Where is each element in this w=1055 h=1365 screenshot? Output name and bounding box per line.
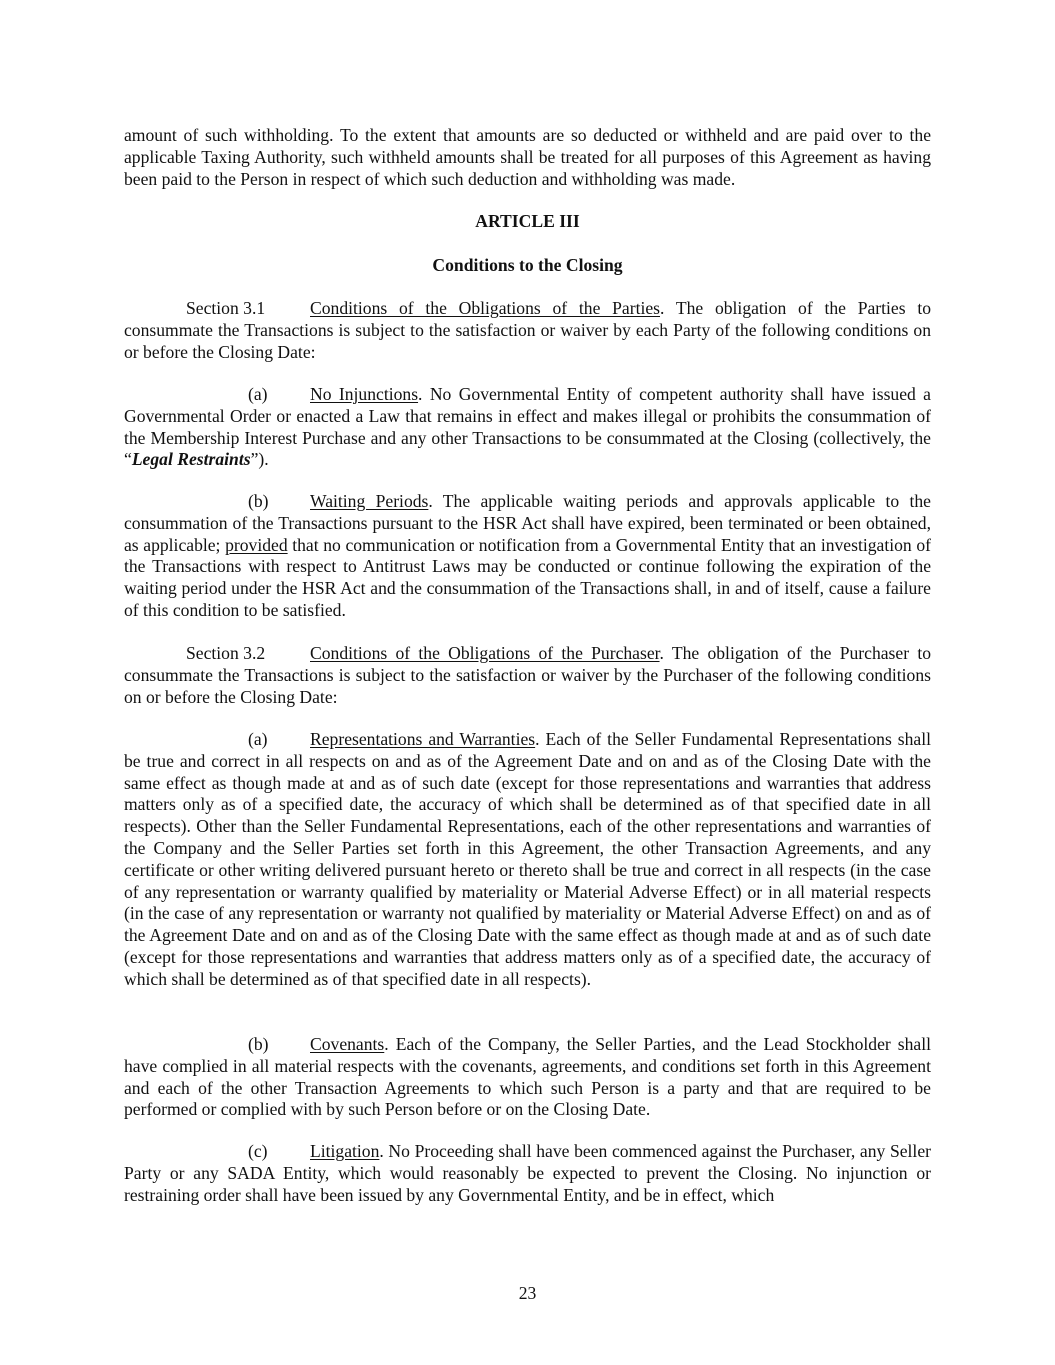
article-title-text: Conditions to the Closing bbox=[432, 255, 623, 275]
intro-paragraph bbox=[124, 125, 931, 190]
clause-number: (b) bbox=[248, 491, 269, 511]
section-3-1 bbox=[124, 298, 931, 363]
section-heading: Conditions of the Obligations of the Parties bbox=[310, 298, 661, 318]
clause-number: (c) bbox=[248, 1141, 268, 1161]
clause-number: (a) bbox=[248, 384, 268, 404]
clause-number: (b) bbox=[248, 1034, 269, 1054]
article-title bbox=[124, 255, 931, 277]
page-number: 23 bbox=[518, 1283, 537, 1303]
section-3-2 bbox=[124, 643, 931, 708]
clause-text: . Each of the Seller Fundamental Representations shall be true and correct in all respects on and as of the Agreement Date and on and as of the Closing Date with the same effect as though made at and as of such date (except for those representations and warranties that address matters only as of a specified date, the accuracy of which shall be determined as of that specified date in all respects). Other than the Seller Fundamental Representations, each of the other representations and warranties of the Company and the Seller Parties set forth in this Agreement, the other Transaction Agreements, and any certificate or other writing delivered pursuant hereto or thereto shall be true and correct in all respects (in the case of any representation or warranty qualified by materiality or Material Adverse Effect) or in all material respects (in the case of any representation or warranty not qualified by materiality or Material Adverse Effect) on and as of the Agreement Date and on and as of the Closing Date with the same effect as though made at and as of such date (except for those representations and warranties that address matters only as of a specified date, the accuracy of which shall be determined as of that specified date in all respects). bbox=[124, 729, 931, 989]
section-text: . The obligation of the Purchaser to consummate the Transactions is subject to the satisfaction or waiver by the Purchaser of the following conditions on or before the Closing Date: bbox=[124, 643, 932, 707]
section-3-2-a bbox=[124, 729, 931, 991]
clause-text: . Each of the Company, the Seller Parties, and the Lead Stockholder shall have complied in all material respects with the covenants, agreements, and conditions set forth in this Agreement and each of the other Transaction Agreements to which such Person is a party and that are required to be performed or complied with by such Person before or on the Closing Date. bbox=[124, 1034, 931, 1120]
clause-number: (a) bbox=[248, 729, 268, 749]
section-number: Section 3.2 bbox=[186, 643, 266, 663]
section-3-1-b bbox=[124, 491, 931, 622]
clause-heading: Covenants bbox=[310, 1034, 385, 1054]
defined-term: Legal Restraints bbox=[131, 449, 251, 470]
section-3-2-c bbox=[124, 1141, 931, 1206]
clause-text: . The applicable waiting periods and approvals applicable to the consummation of the Transactions pursuant to the HSR Act shall have expired, been terminated or been obtained, as applicable; bbox=[124, 491, 931, 555]
clause-heading: Waiting Periods bbox=[310, 491, 429, 511]
clause-heading: Representations and Warranties bbox=[310, 729, 536, 749]
article-number bbox=[124, 211, 931, 233]
clause-text-end: ”). bbox=[250, 449, 269, 470]
section-text: . The obligation of the Parties to consummate the Transactions is subject to the satisfaction or waiver by each Party of the following conditions on or before the Closing Date: bbox=[124, 298, 932, 362]
clause-text: . No Proceeding shall have been commenced against the Purchaser, any Seller Party or any SADA Entity, which would reasonably be expected to prevent the Closing. No injunction or restraining order shall have been issued by any Governmental Entity, and be in effect, which bbox=[124, 1141, 931, 1205]
section-number: Section 3.1 bbox=[186, 298, 266, 318]
provided-term: provided bbox=[225, 534, 288, 555]
intro-text: amount of such withholding. To the extent that amounts are so deducted or withheld and are paid over to the applicable Taxing Authority, such withheld amounts shall be treated for all purposes of this Agreement as having been paid to the Person in respect of which such deduction and withholding was made. bbox=[124, 125, 931, 189]
clause-text-end: that no communication or notification from a Governmental Entity that an investigation of the Transactions with respect to Antitrust Laws may be conducted or continue following the expiration of the waiting period under the HSR Act and the consummation of the Transactions shall, in and of itself, cause a failure of this condition to be satisfied. bbox=[124, 534, 931, 620]
clause-heading: No Injunctions bbox=[310, 384, 419, 404]
section-3-1-a bbox=[124, 384, 931, 471]
section-heading: Conditions of the Obligations of the Purchaser bbox=[310, 643, 660, 663]
clause-heading: Litigation bbox=[310, 1141, 380, 1161]
article-heading: ARTICLE III bbox=[475, 211, 580, 231]
clause-text: . No Governmental Entity of competent authority shall have issued a Governmental Order or enacted a Law that remains in effect and makes illegal or prohibits the consummation of the Membership Interest Purchase and any other Transactions to be consummated at the Closing (collectively, the “ bbox=[124, 384, 931, 470]
section-3-2-b bbox=[124, 1034, 931, 1121]
